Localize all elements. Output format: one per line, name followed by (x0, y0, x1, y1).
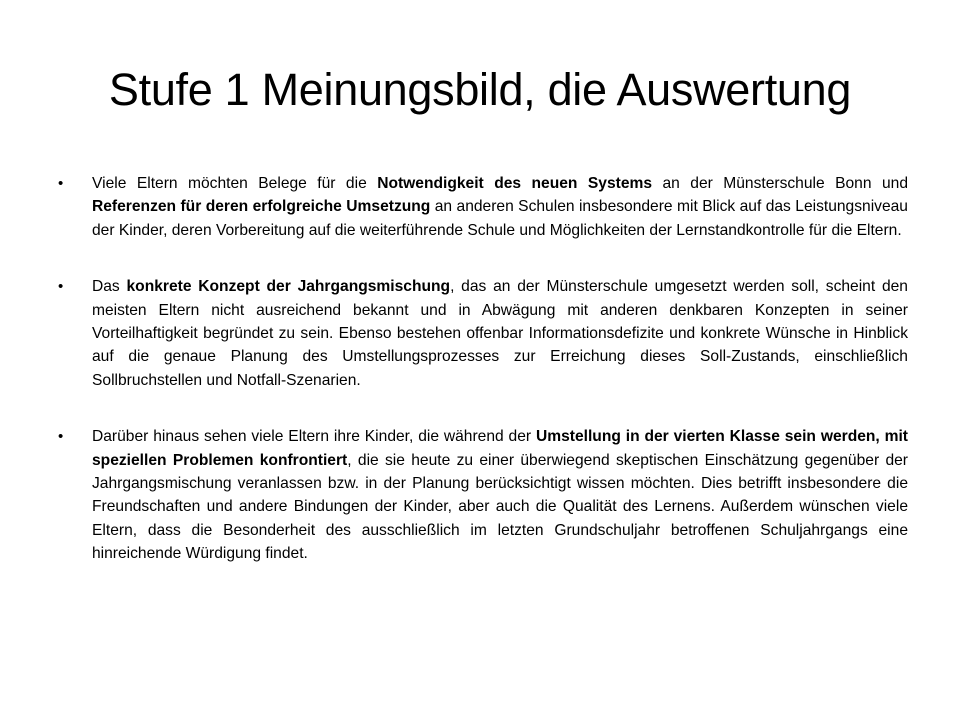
slide-title: Stufe 1 Meinungsbild, die Auswertung (108, 64, 852, 115)
bullet-item-3 (58, 425, 908, 565)
bullet-text (92, 278, 908, 389)
bullet-text (92, 175, 908, 239)
text-segment: Viele Eltern möchten Belege für die (92, 175, 378, 192)
text-segment: , das an der Münsterschule umgesetzt werden soll, scheint den meisten Eltern nicht ausreichend bekannt und in Abwägung mit anderen denkbaren Konzepten in seiner Vorteilhaftigkeit begründet zu sein. Ebenso bestehen offenbar Informationsdefizite und konkrete Wünsche in Hinblick auf die genaue Planung des Umstellungsprozesses zur Erreichung dieses Soll-Zustands, einschließlich Sollbruchstellen und Notfall-Szenarien. (92, 278, 908, 389)
text-segment-bold: Referenzen für deren erfolgreiche Umsetzung (92, 198, 431, 216)
bullet-item-1 (58, 172, 908, 242)
text-segment: an anderen Schulen insbesondere mit Blick auf das Leistungsniveau der Kinder, deren Vorbereitung auf die weiterführende Schule und Möglichkeiten der Lernstandkontrolle für die Eltern. (92, 198, 908, 239)
bullet-icon: • (58, 428, 64, 446)
text-segment: an der Münsterschule Bonn und (652, 175, 908, 192)
bullet-list (58, 172, 908, 599)
text-segment: Das (92, 278, 127, 296)
text-segment-bold: konkrete Konzept der Jahrgangsmischung (126, 278, 451, 296)
bullet-item-2 (58, 275, 908, 392)
text-segment-bold: Notwendigkeit des neuen Systems (377, 175, 653, 192)
text-segment-bold: Umstellung in der vierten Klasse sein werden, mit speziellen Problemen konfrontiert (92, 428, 909, 469)
text-segment: Darüber hinaus sehen viele Eltern ihre Kinder, die während der (92, 428, 536, 446)
bullet-icon: • (58, 175, 64, 192)
text-segment: , die sie heute zu einer überwiegend skeptischen Einschätzung gegenüber der Jahrgangsmischung veranlassen bzw. in der Planung berücksichtigt wissen möchten. Dies betrifft insbesondere die Freundschaften und andere Bindungen der Kinder, aber auch die Qualität des Lernens. Außerdem wünschen viele Eltern, dass die Besonderheit des ausschließlich im letzten Grundschuljahr betroffenen Schuljahrgangs eine hinreichende Würdigung findet. (92, 451, 908, 563)
bullet-icon: • (58, 278, 64, 296)
bullet-text (92, 428, 908, 562)
